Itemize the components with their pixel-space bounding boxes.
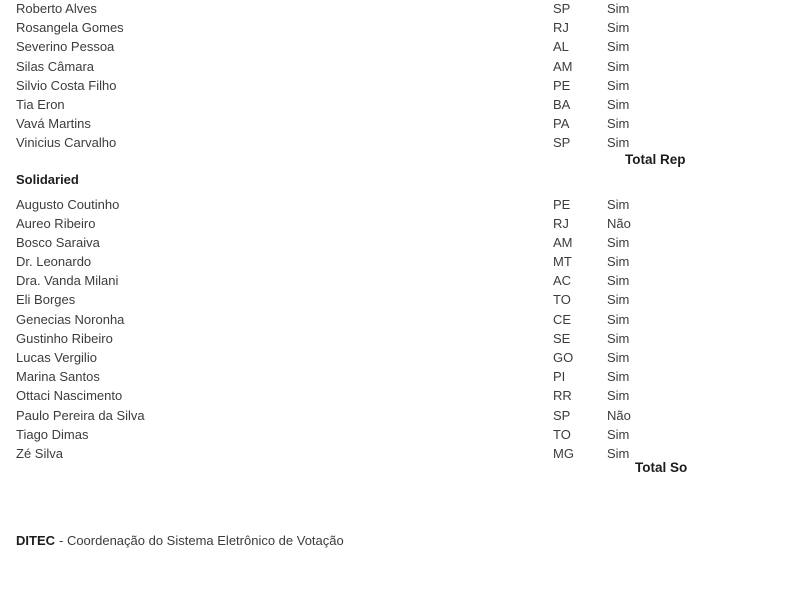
- member-state: BA: [553, 96, 571, 112]
- member-state: PI: [553, 369, 566, 385]
- member-state: RJ: [553, 215, 569, 231]
- member-vote: Sim: [607, 330, 630, 346]
- member-row: [0, 214, 793, 233]
- party-section-1: [0, 0, 793, 153]
- member-row: [0, 271, 793, 290]
- member-row: [0, 348, 793, 367]
- member-state: CE: [553, 311, 572, 327]
- member-state: SP: [553, 407, 571, 423]
- member-row: [0, 406, 793, 425]
- member-vote: Sim: [607, 350, 630, 365]
- member-name: Severino Pessoa: [16, 39, 115, 55]
- member-vote: Sim: [607, 135, 630, 151]
- member-state: AM: [553, 234, 573, 250]
- member-row: [0, 114, 793, 133]
- member-state: AM: [553, 58, 573, 74]
- member-vote: Sim: [607, 196, 630, 212]
- member-vote: Sim: [607, 292, 630, 308]
- member-state: TO: [553, 426, 571, 442]
- member-name: Roberto Alves: [16, 1, 97, 16]
- member-row: [0, 76, 793, 95]
- member-state: SP: [553, 1, 571, 16]
- member-row: [0, 329, 793, 348]
- member-vote: Sim: [607, 1, 630, 16]
- member-row: [0, 18, 793, 37]
- member-name: Gustinho Ribeiro: [16, 330, 113, 346]
- member-state: AC: [553, 273, 572, 289]
- member-name: Genecias Noronha: [16, 311, 125, 327]
- member-name: Bosco Saraiva: [16, 234, 100, 250]
- member-row: [0, 252, 793, 271]
- member-row: [0, 95, 793, 114]
- total-label-section-2: Total So: [635, 460, 688, 475]
- member-vote: Sim: [607, 96, 630, 112]
- footer-org-name: DITEC: [16, 533, 55, 548]
- member-state: PE: [553, 196, 571, 212]
- member-vote: Sim: [607, 388, 630, 404]
- member-row: [0, 425, 793, 444]
- member-name: Vinicius Carvalho: [16, 135, 117, 151]
- member-row: [0, 233, 793, 252]
- member-name: Silas Câmara: [16, 58, 95, 74]
- member-vote: Sim: [607, 254, 630, 270]
- party-header-solidaried: Solidaried: [16, 172, 79, 187]
- member-name: Marina Santos: [16, 369, 100, 385]
- member-name: Dr. Leonardo: [16, 254, 92, 270]
- member-name: Vavá Martins: [16, 116, 91, 132]
- member-vote: Sim: [607, 20, 630, 36]
- member-name: Dra. Vanda Milani: [16, 273, 119, 289]
- member-vote: Sim: [607, 77, 630, 93]
- party-section-2: [0, 195, 793, 464]
- member-rows: [0, 195, 793, 464]
- member-name: Augusto Coutinho: [16, 196, 120, 212]
- member-state: SP: [553, 135, 571, 151]
- member-state: PA: [553, 116, 570, 132]
- member-name: Zé Silva: [16, 445, 63, 461]
- member-state: TO: [553, 292, 571, 308]
- member-state: MG: [553, 445, 574, 461]
- member-row: [0, 386, 793, 405]
- member-state: RR: [553, 388, 572, 404]
- member-name: Paulo Pereira da Silva: [16, 407, 145, 423]
- total-label-section-1: Total Rep: [625, 151, 686, 167]
- member-vote: Sim: [607, 39, 630, 55]
- member-state: AL: [553, 39, 569, 55]
- member-vote: Sim: [607, 426, 630, 442]
- member-vote: Sim: [607, 273, 630, 289]
- member-row: [0, 57, 793, 76]
- member-name: Silvio Costa Filho: [16, 77, 117, 93]
- member-vote: Sim: [607, 58, 630, 74]
- member-name: Aureo Ribeiro: [16, 215, 96, 231]
- member-state: SE: [553, 330, 571, 346]
- member-row: [0, 0, 793, 18]
- member-name: Tia Eron: [16, 96, 65, 112]
- member-row: [0, 367, 793, 386]
- member-row: [0, 37, 793, 56]
- member-state: PE: [553, 77, 571, 93]
- member-vote: Sim: [607, 234, 630, 250]
- member-state: MT: [553, 254, 572, 270]
- footer-line: [16, 531, 344, 550]
- footer-description: - Coordenação do Sistema Eletrônico de Votação: [59, 533, 344, 548]
- member-state: RJ: [553, 20, 569, 36]
- member-vote: Não: [607, 407, 631, 423]
- member-rows: [0, 0, 793, 153]
- member-vote: Sim: [607, 116, 630, 132]
- member-vote: Sim: [607, 445, 630, 461]
- member-row: [0, 310, 793, 329]
- member-name: Ottaci Nascimento: [16, 388, 123, 404]
- member-name: Rosangela Gomes: [16, 20, 124, 36]
- member-row: [0, 290, 793, 309]
- member-name: Eli Borges: [16, 292, 76, 308]
- member-name: Tiago Dimas: [16, 426, 89, 442]
- member-vote: Sim: [607, 369, 630, 385]
- member-name: Lucas Vergilio: [16, 350, 97, 365]
- member-row: [0, 195, 793, 214]
- member-vote: Sim: [607, 311, 630, 327]
- member-vote: Não: [607, 215, 631, 231]
- member-state: GO: [553, 350, 574, 365]
